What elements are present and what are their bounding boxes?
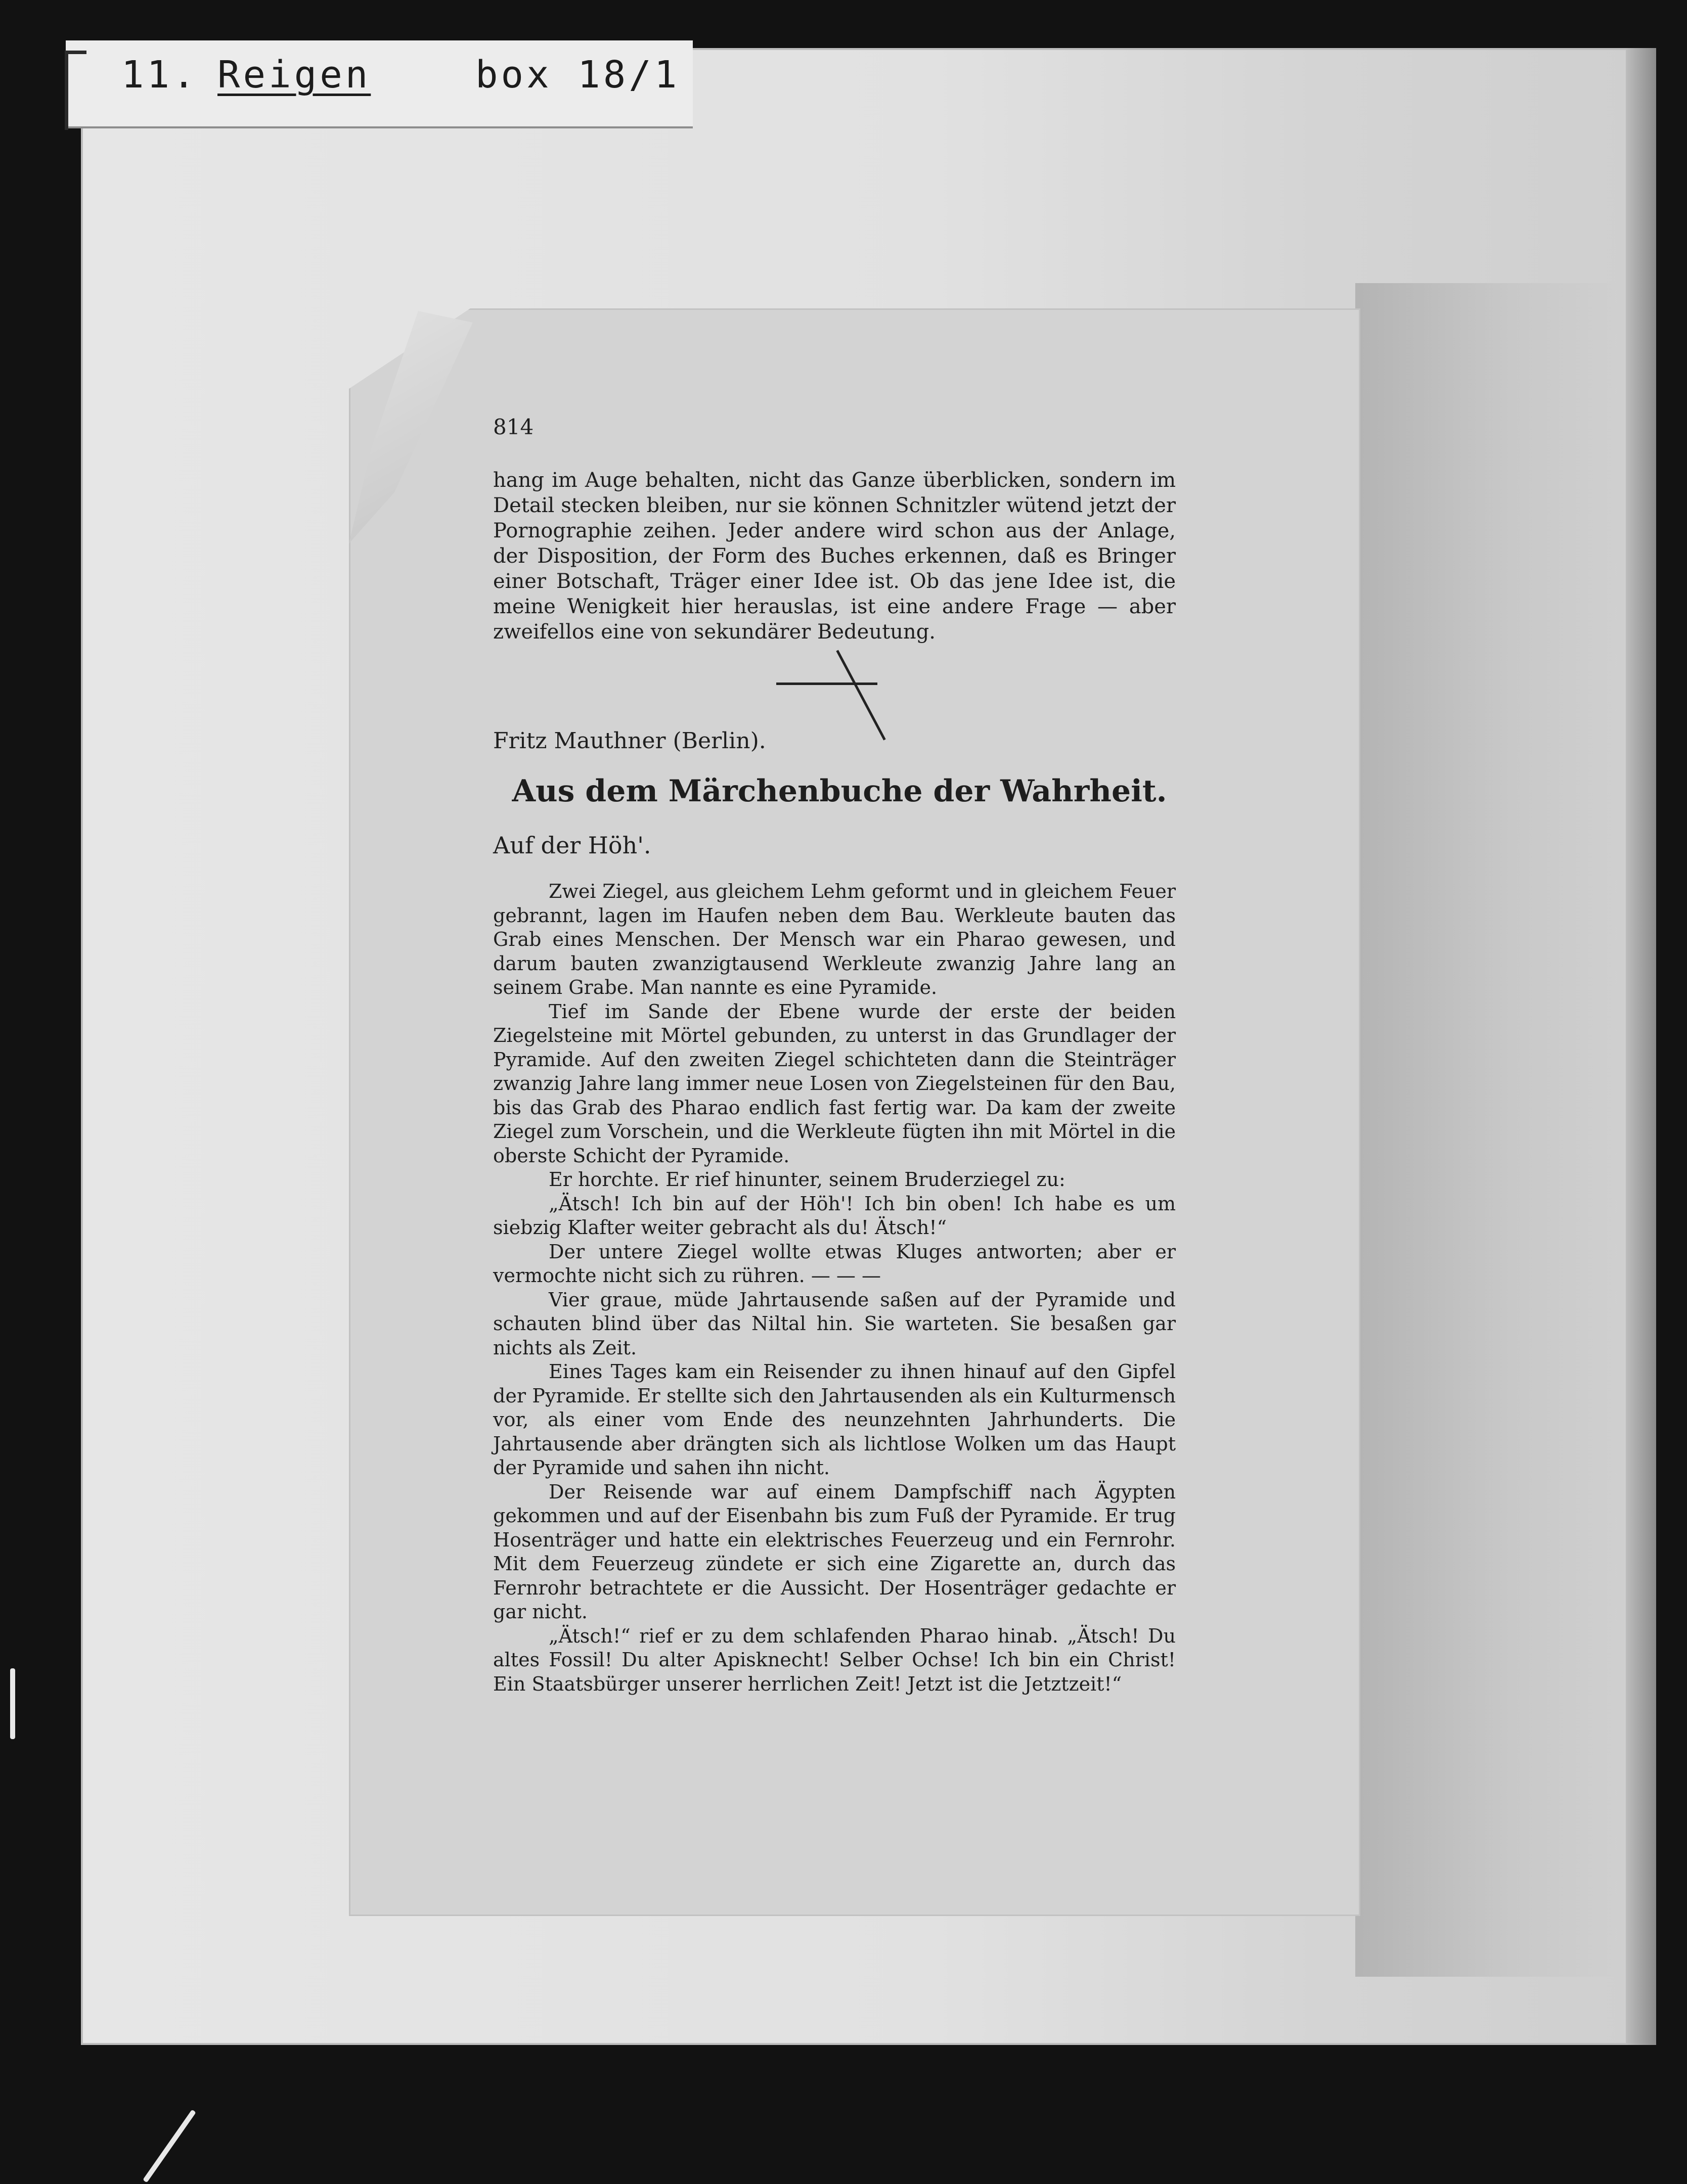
- label-title: Reigen: [217, 53, 371, 97]
- paragraph: „Ätsch!“ rief er zu dem schlafenden Pharao hinab. „Ätsch! Du altes Fossil! Du alter Apisknecht! Selber Ochse! Ich bin ein Christ! Ein Staatsbürger unserer herrlichen Zeit! Jetzt ist die Jetztzeit!“: [493, 1624, 1176, 1695]
- label-number: 11.: [121, 53, 198, 97]
- author-line: Fritz Mauthner (Berlin).: [493, 728, 766, 754]
- paragraph: „Ätsch! Ich bin auf der Höh'! Ich bin oben! Ich habe es um siebzig Klafter weiter gebracht als du! Ätsch!“: [493, 1192, 1176, 1239]
- paragraph: Eines Tages kam ein Reisender zu ihnen hinauf auf den Gipfel der Pyramide. Er stellte sich den Jahrtausenden als ein Kulturmensch vor, als einer vom Ende des neunzehnten Jahrhunderts. Die Jahrtausende aber drängten sich als lichtlose Wolken um das Haupt der Pyramide und sahen ihn nicht.: [493, 1360, 1176, 1479]
- scan-mark: [10, 1668, 15, 1739]
- mount-shadow: [1355, 283, 1618, 1977]
- article-subheading: Auf der Höh'.: [493, 832, 651, 859]
- paragraph: Vier graue, müde Jahrtausende saßen auf der Pyramide und schauten blind über das Niltal hin. Sie warteten. Sie besaßen gar nichts als Zeit.: [493, 1288, 1176, 1359]
- article-heading: Aus dem Märchenbuche der Wahrheit.: [512, 774, 1167, 809]
- paragraph: Der Reisende war auf einem Dampfschiff nach Ägypten gekommen und auf der Eisenbahn bis zum Fuß der Pyramide. Er trug Hosenträger und hatte ein elektrisches Feuerzeug und ein Fernrohr. Mit dem Feuerzeug zündete er sich eine Zigarette an, durch das Fernrohr betrachtete er die Aussicht. Der Hosenträger gedachte er gar nicht.: [493, 1480, 1176, 1623]
- paragraph: Er horchte. Er rief hinunter, seinem Bruderziegel zu:: [549, 1168, 1066, 1191]
- paragraph: Tief im Sande der Ebene wurde der erste der beiden Ziegelsteine mit Mörtel gebunden, zu unterst in das Grundlager der Pyramide. Auf den zweiten Ziegel schichteten dann die Steinträger zwanzig Jahre lang immer neue Losen von Ziegelsteinen für den Bau, bis das Grab des Pharao endlich fast fertig war. Da kam der zweite Ziegel zum Vorschein, und die Werkleute fügten ihn mit Mörtel in die oberste Schicht der Pyramide.: [493, 1000, 1176, 1167]
- separator-line: [776, 682, 877, 685]
- label-bracket-mark: [65, 51, 86, 130]
- label-box: box 18/1: [475, 53, 680, 97]
- mount-right-edge: [1626, 48, 1656, 2045]
- paragraph: Zwei Ziegel, aus gleichem Lehm geformt und in gleichem Feuer gebrannt, lagen im Haufen neben dem Bau. Werkleute bauten das Grab eines Menschen. Der Mensch war ein Pharao gewesen, und darum bauten zwanzigtausend Werkleute zwanzig Jahre lang an seinem Grabe. Man nannte es eine Pyramide.: [493, 880, 1176, 998]
- article-body: [493, 880, 1176, 1696]
- page-number: 814: [493, 415, 534, 439]
- paragraph: Der untere Ziegel wollte etwas Kluges antworten; aber er vermochte nicht sich zu rühren. — — —: [493, 1240, 1176, 1287]
- intro-text-block: hang im Auge behalten, nicht das Ganze überblicken, sondern im Detail stecken bleiben, nur sie können Schnitzler wütend jetzt der Pornographie zeihen. Jeder andere wird schon aus der Anlage, der Disposition, der Form des Buches erkennen, daß es Bringer einer Botschaft, Träger einer Idee ist. Ob das jene Idee ist, die meine Wenigkeit hier herauslas, ist eine andere Frage — aber zweifellos eine von sekundärer Bedeutung.: [493, 469, 1176, 644]
- scan-mark: [143, 2110, 196, 2183]
